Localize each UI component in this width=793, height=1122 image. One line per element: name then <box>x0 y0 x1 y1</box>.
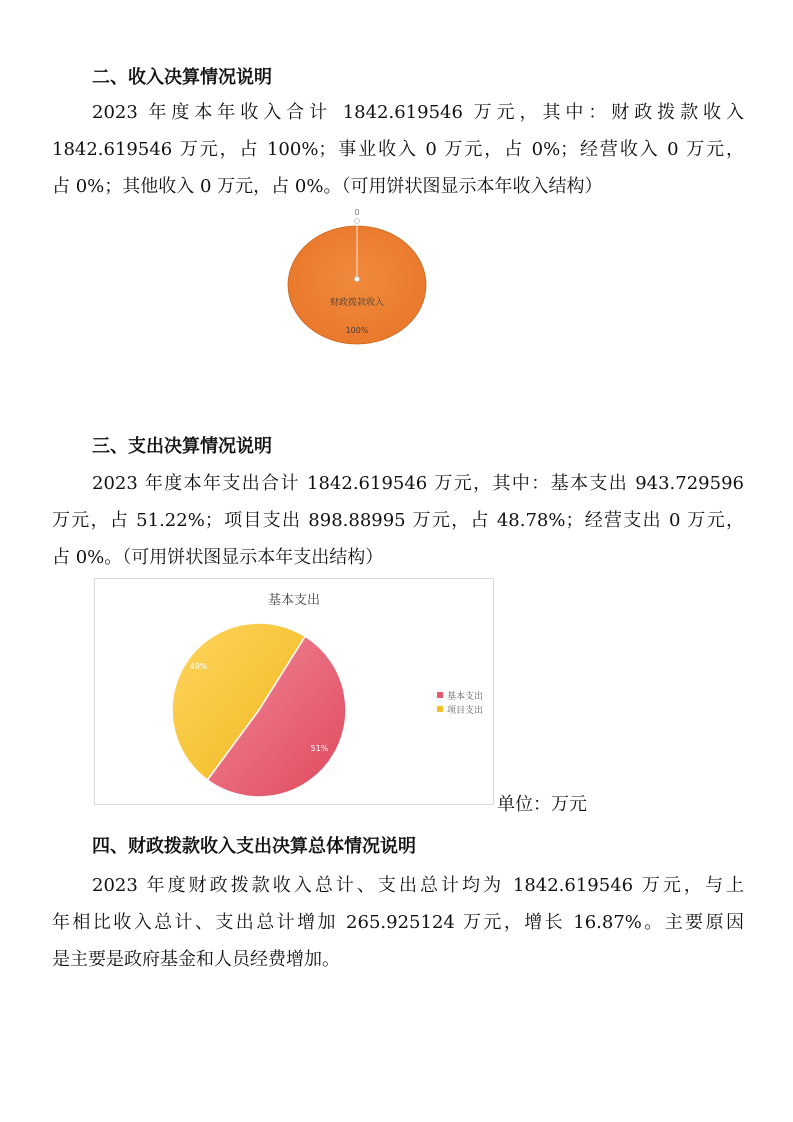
section3-line-1: 2023 年度本年支出合计 1842.619546 万元，其中：基本支出 943.729596 <box>92 473 744 494</box>
legend-item-basic <box>437 688 483 702</box>
section4-heading: 四、财政拨款收入支出决算总体情况说明 <box>92 836 416 857</box>
section3-line-2: 万元，占 51.22%；项目支出 898.88995 万元，占 48.78%；经营支出 0 万元， <box>52 510 744 531</box>
legend-label-basic: 基本支出 <box>447 691 484 702</box>
pie-percent-label: 100% <box>345 326 369 335</box>
section4-line-1: 2023 年度财政拨款收入总计、支出总计均为 1842.619546 万元，与上 <box>92 875 744 896</box>
chart-legend <box>437 688 483 716</box>
section4-line-2: 年相比收入总计、支出总计增加 265.925124 万元，增长 16.87%。主要原因 <box>52 912 744 933</box>
expenditure-pie <box>165 615 365 800</box>
callout-center-marker <box>355 277 360 282</box>
section2-line-1: 2023 年度本年收入合计 1842.619546 万元，其中：财政拨款收入 <box>92 102 744 123</box>
section3-line-3: 占 0%。（可用饼状图显示本年支出结构） <box>52 547 384 568</box>
pie-label-basic: 51% <box>310 744 329 754</box>
section2-heading: 二、收入决算情况说明 <box>92 67 272 88</box>
chart-title: 基本支出 <box>267 593 320 608</box>
section3-heading: 三、支出决算情况说明 <box>92 436 272 457</box>
legend-label-project: 项目支出 <box>447 705 484 716</box>
legend-item-project <box>437 702 483 716</box>
pie-category-label: 财政拨款收入 <box>329 298 385 308</box>
legend-swatch-basic <box>437 692 443 698</box>
unit-label: 单位：万元 <box>497 794 587 815</box>
pie-label-project: 49% <box>189 661 208 671</box>
section2-line-2: 1842.619546 万元，占 100%；事业收入 0 万元，占 0%；经营收入 0 万元， <box>52 139 744 160</box>
income-pie-chart <box>280 205 440 345</box>
section4-line-3: 是主要是政府基金和人员经费增加。 <box>52 949 340 970</box>
section2-line-3: 占 0%；其他收入 0 万元，占 0%。（可用饼状图显示本年收入结构） <box>52 176 603 197</box>
legend-swatch-project <box>437 706 443 712</box>
callout-top-marker <box>355 219 360 224</box>
callout-value-label: 0 <box>354 208 360 217</box>
expenditure-chart-frame <box>94 578 494 805</box>
